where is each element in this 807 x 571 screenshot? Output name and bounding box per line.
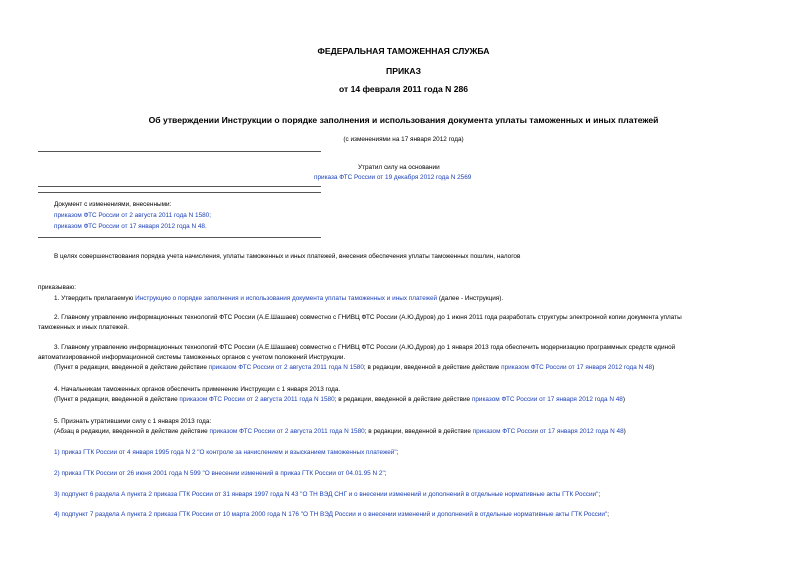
note-text: ; в редакции, введенной в действие действие — [363, 364, 502, 371]
organization-title: ФЕДЕРАЛЬНАЯ ТАМОЖЕННАЯ СЛУЖБА — [317, 46, 490, 56]
note-text: ) — [652, 364, 655, 371]
order-word: приказываю: — [38, 284, 76, 291]
amendment-link[interactable]: приказом ФТС России от 17 января 2012 года N 48 — [501, 364, 653, 371]
repealed-act-link[interactable]: 3) подпункт 6 раздела А пункта 2 приказа ГТК России от 31 января 1997 года N 43 "О ТН ВЭД СНГ и о внесении изменений и дополнений в отдельные нормативные акты ГТК России" — [54, 491, 599, 498]
divider — [38, 186, 321, 187]
list-item — [54, 449, 398, 457]
changes-note: (с изменениями на 17 января 2012 года) — [343, 136, 464, 143]
note-text: ; в редакции, введенной в действие — [364, 428, 473, 435]
paragraph-1 — [54, 295, 503, 303]
amendment-link[interactable]: приказом ФТС России от 17 января 2012 года N 48. — [54, 223, 207, 230]
list-item — [54, 470, 387, 478]
document-type: ПРИКАЗ — [386, 66, 421, 76]
paragraph-5-note — [54, 428, 626, 436]
instruction-link[interactable]: Инструкцию о порядке заполнения и использования документа уплаты таможенных и иных платежей — [135, 295, 438, 302]
note-text: (Пункт в редакции, введенной в действие — [54, 396, 180, 403]
amendment-link[interactable]: приказом ФТС России от 2 августа 2011 года N 1580 — [179, 396, 335, 403]
list-item — [54, 491, 600, 499]
paragraph-3-note — [54, 364, 654, 372]
paragraph-4-line: 4. Начальникам таможенных органов обеспечить применение Инструкции с 1 января 2013 года. — [54, 386, 341, 393]
paragraph-2-line: 2. Главному управлению информационных технологий ФТС России (А.Е.Шашаев) совместно с ГНИВЦ ФТС России (А.Ю.Дуров) до 1 июня 2011 года разработать структуры электронной копии документа уплаты — [54, 314, 682, 321]
repealed-act-link[interactable]: 2) приказ ГТК России от 26 июня 2001 года N 599 "О внесении изменений в приказ ГТК России от 04.01.95 N 2" — [54, 470, 385, 477]
note-text: (Абзац в редакции, введенной в действие действие — [54, 428, 210, 435]
paragraph-text: (далее - Инструкция). — [437, 295, 504, 302]
status-text: Утратил силу на основании — [358, 164, 440, 171]
paragraph-3-line: 3. Главному управлению информационных технологий ФТС России (А.Е.Шашаев) совместно с ГНИВЦ ФТС России (А.Ю.Дуров) до 1 января 2013 года обеспечить модернизацию программных средств единой — [54, 344, 676, 351]
paragraph-4-note — [54, 396, 625, 404]
repealed-act-link[interactable]: 4) подпункт 7 раздела А пункта 2 приказа ГТК России от 10 марта 2000 года N 176 "О ТН ВЭД России и о внесении изменений и дополнений в отдельные нормативные акты ГТК России" — [54, 511, 608, 518]
list-item-tail: ; — [607, 511, 610, 518]
note-text: ) — [623, 428, 626, 435]
amendment-link[interactable]: приказом ФТС России от 17 января 2012 года N 48 — [472, 428, 624, 435]
note-text: ) — [622, 396, 625, 403]
document-date-number: от 14 февраля 2011 года N 286 — [338, 84, 469, 94]
paragraph-3-line: автоматизированной информационной системы таможенных органов с учетом положений Инструкции. — [38, 354, 346, 361]
paragraph-5-line: 5. Признать утратившими силу с 1 января 2013 года: — [54, 418, 212, 425]
amendment-link[interactable]: приказом ФТС России от 2 августа 2011 года N 1580; — [54, 212, 212, 219]
divider — [38, 151, 321, 152]
paragraph-text: 1. Утвердить прилагаемую — [54, 295, 136, 302]
status-link[interactable]: приказа ФТС России от 19 декабря 2012 года N 2569 — [314, 174, 472, 181]
note-text: ; в редакции, введенной в действие действие — [334, 396, 472, 403]
divider — [38, 192, 321, 193]
paragraph-2-line: таможенных и иных платежей. — [38, 324, 129, 331]
repealed-act-link[interactable]: 1) приказ ГТК России от 4 января 1995 года N 2 "О контроле за начислением и взысканием таможенных платежей" — [54, 449, 397, 456]
list-item-tail: ; — [384, 470, 387, 477]
note-text: (Пункт в редакции, введенной в действие действие — [54, 364, 209, 371]
amendments-title: Документ с изменениями, внесенными: — [54, 201, 172, 208]
document-subject: Об утверждении Инструкции о порядке заполнения и использования документа уплаты таможенных и иных платежей — [148, 115, 659, 125]
amendment-link[interactable]: приказом ФТС России от 2 августа 2011 года N 1580 — [208, 364, 364, 371]
list-item — [54, 511, 609, 519]
amendment-link[interactable]: приказом ФТС России от 2 августа 2011 года N 1580 — [209, 428, 365, 435]
amendment-link[interactable]: приказом ФТС России от 17 января 2012 года N 48 — [471, 396, 623, 403]
divider — [38, 237, 321, 238]
preamble: В целях совершенствования порядка учета начисления, уплаты таможенных и иных платежей, внесения обеспечения уплаты таможенных пошлин, налогов — [54, 253, 521, 260]
list-item-tail: ; — [396, 449, 399, 456]
list-item-tail: ; — [598, 491, 601, 498]
